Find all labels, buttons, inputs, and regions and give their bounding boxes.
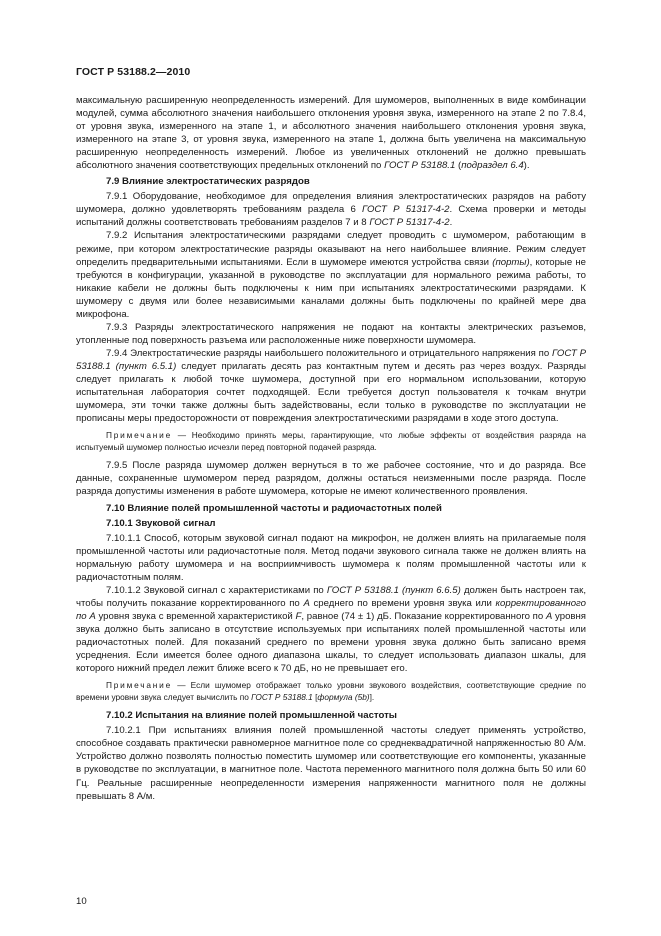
section-heading-7-10: 7.10 Влияние полей промышленной частоты и радиочастотных полей <box>106 502 442 514</box>
paragraph-7-9-5: 7.9.5 После разряда шумомер должен вернуться в то же рабочее состояние, что и до разряда. Все данные, сохраненные шумомером перед разрядом, должны остаться неизменными после разряда. После разряда допустимы изменения в работе шумомера, которые не имеют количественного проявления. <box>76 460 586 498</box>
paragraph-7-9-2: 7.9.2 Испытания электростатическими разрядами следует проводить с шумомером, работающим в режиме, при котором электростатические разряды оказывают на него наибольшее влияние. Режим следует определить предварительными испытаниями. Если в шумомере имеются устройства связи (порты), которые не требуются в конфигурации, указанной в руководстве по эксплуатации для нормального режима работы, то никакие кабели не должны быть подключены к ним при испытаниях электростатическими разрядами. К шумомеру с двумя или более независимыми каналами должны быть подключены по крайней мере два микрофона. <box>76 230 587 320</box>
paragraph-7-10-2-1: 7.10.2.1 При испытаниях влияния полей промышленной частоты следует применять устройство, способное создавать практически равномерное магнитное поле со среднеквадратичной напряженностью 80 А/м. Устройство должно позволять полностью поместить шумомер или соответствующие его компоненты, указанные в руководстве по эксплуатации, в магнитное поле. Частота переменного магнитного поля должна быть 50 или 60 Гц. Реальные расширенные неопределенности измерения напряженности магнитного поля не должны превышать 8 А/м. <box>76 725 586 802</box>
paragraph-7-9-4: 7.9.4 Электростатические разряды наибольшего положительного и отрицательного напряжения по ГОСТ Р 53188.1 (пункт 6.5.1) следует прилагать десять раз контактным путем и десять раз через воздух. Разряды следует прилагать к любой точке шумомера, доступной при его нормальном использовании, которую испытательная лаборатория сочтет подходящей. Если требуется доступ пользователя к точкам внутри шумомера, эти точки также должны быть задействованы, если только в руководстве по эксплуатации не прописаны меры предосторожности от повреждения электростатическими разрядами в ходе этого доступа. <box>76 347 586 425</box>
standard-reference: ГОСТ Р 51317-4-2 <box>369 217 450 229</box>
standard-reference: ГОСТ Р 53188.1 <box>251 691 313 702</box>
document-header: ГОСТ Р 53188.2—2010 <box>76 66 191 78</box>
paragraph-7-10-1-2: 7.10.1.2 Звуковой сигнал с характеристиками по ГОСТ Р 53188.1 (пункт 6.6.5) должен быть настроен так, чтобы получить показание корректированного по А среднего по времени уровня звука или корректированного по А уровня звука с временной характеристикой F, равное (74 ± 1) дБ. Показание корректированного по А уровня звука должно быть записано в отсутствие используемых при испытаниях полей промышленной частоты или радиочастотных полей. Для показаний среднего по времени уровня звука должно быть записано время усреднения. Если имеется более одного диапазона шкалы, то следует использовать диапазон шкалы, для которого нижний предел лежит ближе всего к 70 дБ, но не превышает его. <box>76 584 587 675</box>
standard-reference: ГОСТ Р 51317-4-2 <box>362 204 450 216</box>
subsection-heading-7-10-1: 7.10.1 Звуковой сигнал <box>106 517 216 529</box>
paragraph-7-10-1-1: 7.10.1.1 Способ, которым звуковой сигнал подают на микрофон, не должен влиять на прилагаемые поля промышленной частоты или радиочастотные поля. Метод подачи звукового сигнала также не должен влиять на нормальную работу шумомера и на восприимчивость шумомера к полям промышленной частоты или к радиочастотным полям. <box>76 532 586 583</box>
section-heading-7-9: 7.9 Влияние электростатических разрядов <box>106 176 310 188</box>
subsection-heading-7-10-2: 7.10.2 Испытания на влияние полей промышленной частоты <box>106 710 397 722</box>
standard-reference: ГОСТ Р 53188.1 <box>384 160 456 172</box>
page-number: 10 <box>76 896 87 907</box>
paragraph-7-9-3: 7.9.3 Разряды электростатического напряжения не подают на контакты электрических разъемов, утопленные под поверхность разъема или расположенные ниже поверхности шумомера. <box>76 321 586 346</box>
note-7-10-1-2: Примечание — Если шумомер отображает только уровни звукового воздействия, соответствующие средние по времени уровни звука следует вычислить по ГОСТ Р 53188.1 [формула (5b)]. <box>76 680 586 702</box>
standard-reference: ГОСТ Р 53188.1 <box>326 584 399 596</box>
note-label: Примечание <box>106 680 173 691</box>
document-body <box>76 94 586 803</box>
standard-reference: ГОСТ Р 53188.1 <box>76 347 586 372</box>
note-7-9-4: Примечание — Необходимо принять меры, гарантирующие, что любые эффекты от воздействия разряда на испытуемый шумомер полностью исчезли перед повторной подачей разряда. <box>76 430 586 452</box>
paragraph-7-9-1: 7.9.1 Оборудование, необходимое для определения влияния электростатических разрядов на работу шумомера, должно удовлетворять требованиям раздела 6 ГОСТ Р 51317-4-2. Схема проверки и методы испытаний должны соответствовать требованиям разделов 7 и 8 ГОСТ Р 51317-4-2. <box>76 191 586 229</box>
note-label: Примечание <box>106 430 173 441</box>
paragraph-continuation: максимальную расширенную неопределенность измерений. Для шумомеров, выполненных в виде комбинации модулей, сумма абсолютного значения наибольшего отклонения уровня звука, измеренного на этапе 2 по 7.8.4, от уровня звука, измеренного на этапе 1, и абсолютного значения наибольшего отклонения уровня звука, измеренного на этапе 3, от уровня звука, измеренного на этапе 1, должна быть увеличена на максимальную расширенную неопределенность измерений. Любое из увеличенных отклонений не должно превышать абсолютного значения соответствующих предельных отклонений по ГОСТ Р 53188.1 (подраздел 6.4). <box>76 95 586 172</box>
